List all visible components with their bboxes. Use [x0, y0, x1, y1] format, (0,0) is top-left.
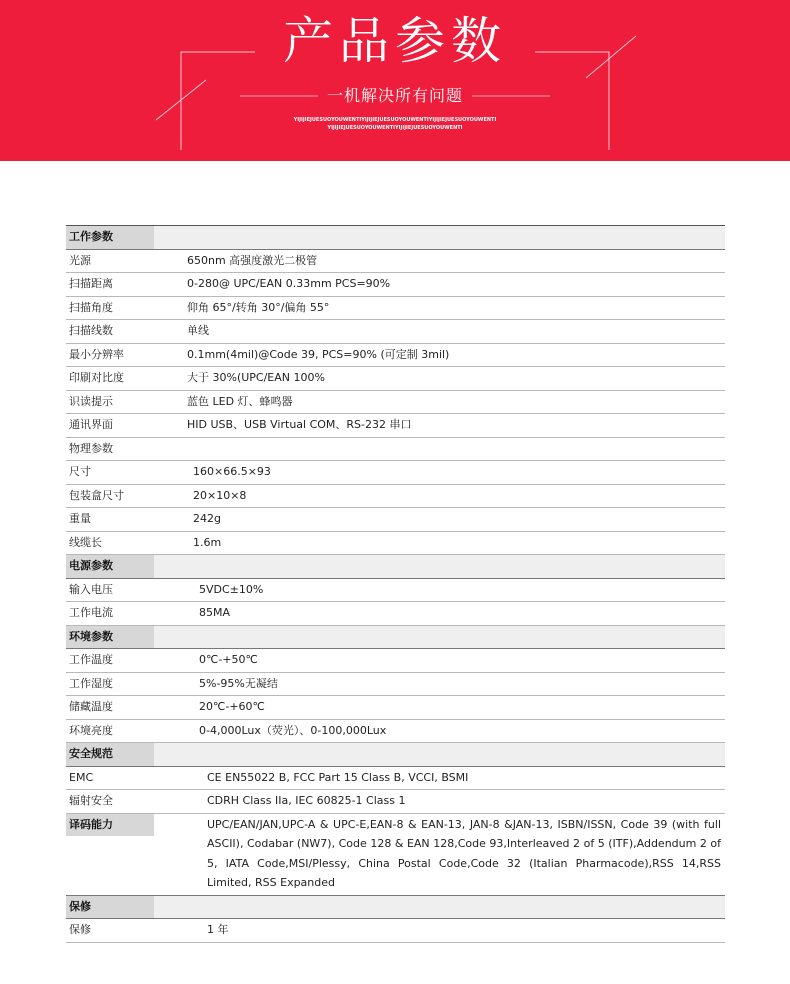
spec-label: 重量: [69, 512, 91, 525]
spec-label: 环境亮度: [69, 723, 113, 737]
spec-label: 工作电流: [69, 606, 113, 619]
spec-row: [66, 273, 725, 297]
spec-row: [66, 297, 725, 321]
spec-row: [66, 485, 725, 509]
section-header-work: [66, 226, 725, 250]
spec-row: [66, 461, 725, 485]
spec-label: 辐射安全: [69, 794, 113, 807]
spec-row: [66, 579, 725, 603]
decode-symbologies: UPC/EAN/JAN,UPC-A & UPC-E,EAN-8 & EAN-13, JAN-8 &JAN-13, ISBN/ISSN, Code 39 (with full ASCII), Codabar (NW7), Code 128 & EAN 128,Code 93,Interleaved 2 of 5 (ITF),Addendum 2 of 5, IATA Code,MSI/Plessy, China Postal Code,Code 32 (Italian Pharmacode),RSS 14,RSS Limited, RSS Expanded: [207, 817, 721, 889]
spec-row: [66, 414, 725, 438]
spec-row: [66, 320, 725, 344]
spec-label: 储藏温度: [69, 700, 113, 713]
spec-table: [66, 225, 725, 943]
spec-row: [66, 790, 725, 814]
section-title: 环境参数: [69, 629, 113, 643]
spec-value: 1 年: [207, 923, 229, 936]
spec-value: 85MA: [199, 606, 231, 619]
spec-row: [66, 250, 725, 274]
spec-label: 包装盒尺寸: [69, 488, 124, 502]
spec-row: [66, 696, 725, 720]
spec-label: 扫描距离: [69, 277, 113, 290]
spec-value: 242g: [193, 512, 221, 525]
section-title: 电源参数: [69, 559, 113, 572]
spec-label: 光源: [69, 253, 91, 267]
spec-label: 识读提示: [69, 394, 113, 408]
spec-row: [66, 720, 725, 744]
spec-value: 20×10×8: [193, 488, 247, 502]
spec-row: [66, 344, 725, 368]
spec-label: 印刷对比度: [69, 371, 124, 384]
section-header-power: [66, 555, 725, 579]
pinyin-line-2: YIJIJIEJUESUOYOUWENTIYIJIJIEJUESUOYOUWENTI: [327, 125, 463, 131]
section-title: 安全规范: [69, 747, 113, 760]
page-title: 产品参数: [283, 12, 507, 70]
spec-label: 工作湿度: [69, 676, 113, 690]
spec-label: 扫描角度: [69, 300, 113, 314]
spec-value: 5%-95%无凝结: [199, 676, 278, 690]
section-title: 译码能力: [69, 817, 113, 831]
spec-value: HID USB、USB Virtual COM、RS-232 串口: [187, 418, 412, 431]
spec-value: 蓝色 LED 灯、蜂鸣器: [187, 394, 293, 408]
pinyin-line-1: YIJIJIEJUESUOYOUWENTIYIJIJIEJUESUOYOUWENTIYIJIJIEJUESUOYOUWENTI: [293, 117, 497, 123]
spec-value: 0-4,000Lux（荧光）、0-100,000Lux: [199, 723, 387, 737]
section-title: 保修: [69, 899, 91, 913]
spec-value: 0-280@ UPC/EAN 0.33mm PCS=90%: [187, 277, 391, 290]
spec-value: 0℃-+50℃: [199, 653, 258, 666]
spec-value: 单线: [187, 324, 209, 337]
spec-value: 20℃-+60℃: [199, 700, 265, 713]
spec-label: 线缆长: [69, 535, 102, 549]
spec-value: 仰角 65°/转角 30°/偏角 55°: [187, 300, 330, 314]
spec-row: [66, 391, 725, 415]
spec-value: CDRH Class IIa, IEC 60825-1 Class 1: [207, 794, 406, 807]
page-subtitle: 一机解决所有问题: [326, 86, 463, 105]
spec-label: 最小分辨率: [69, 347, 124, 361]
header-banner: [0, 0, 790, 161]
spec-row: [66, 602, 725, 626]
spec-value: 160×66.5×93: [193, 465, 271, 478]
section-header-env: [66, 626, 725, 650]
spec-label: 扫描线数: [69, 324, 113, 337]
section-header-warranty: [66, 896, 725, 920]
physical-params-row: [66, 438, 725, 462]
spec-label: 物理参数: [69, 441, 113, 455]
section-decode: [66, 814, 725, 896]
spec-label: 通讯界面: [69, 418, 113, 431]
spec-value: CE EN55022 B, FCC Part 15 Class B, VCCI, BSMI: [207, 770, 469, 784]
spec-row: [66, 367, 725, 391]
spec-label: 输入电压: [69, 582, 113, 596]
spec-value: 0.1mm(4mil)@Code 39, PCS=90% (可定制 3mil): [187, 347, 450, 361]
spec-value: 5VDC±10%: [199, 582, 264, 596]
spec-value: 650nm 高强度激光二极管: [187, 253, 318, 267]
section-title: 工作参数: [69, 230, 113, 243]
spec-label: 尺寸: [69, 465, 91, 478]
spec-row: [66, 673, 725, 697]
spec-row: [66, 532, 725, 556]
spec-row: [66, 767, 725, 791]
spec-row: [66, 649, 725, 673]
spec-label: 工作温度: [69, 653, 113, 666]
spec-row: [66, 508, 725, 532]
spec-value: 1.6m: [193, 535, 222, 549]
spec-row: [66, 919, 725, 943]
spec-label: 保修: [69, 923, 91, 936]
spec-label: EMC: [69, 770, 94, 784]
section-header-safety: [66, 743, 725, 767]
spec-value: 大于 30%(UPC/EAN 100%: [187, 371, 325, 384]
